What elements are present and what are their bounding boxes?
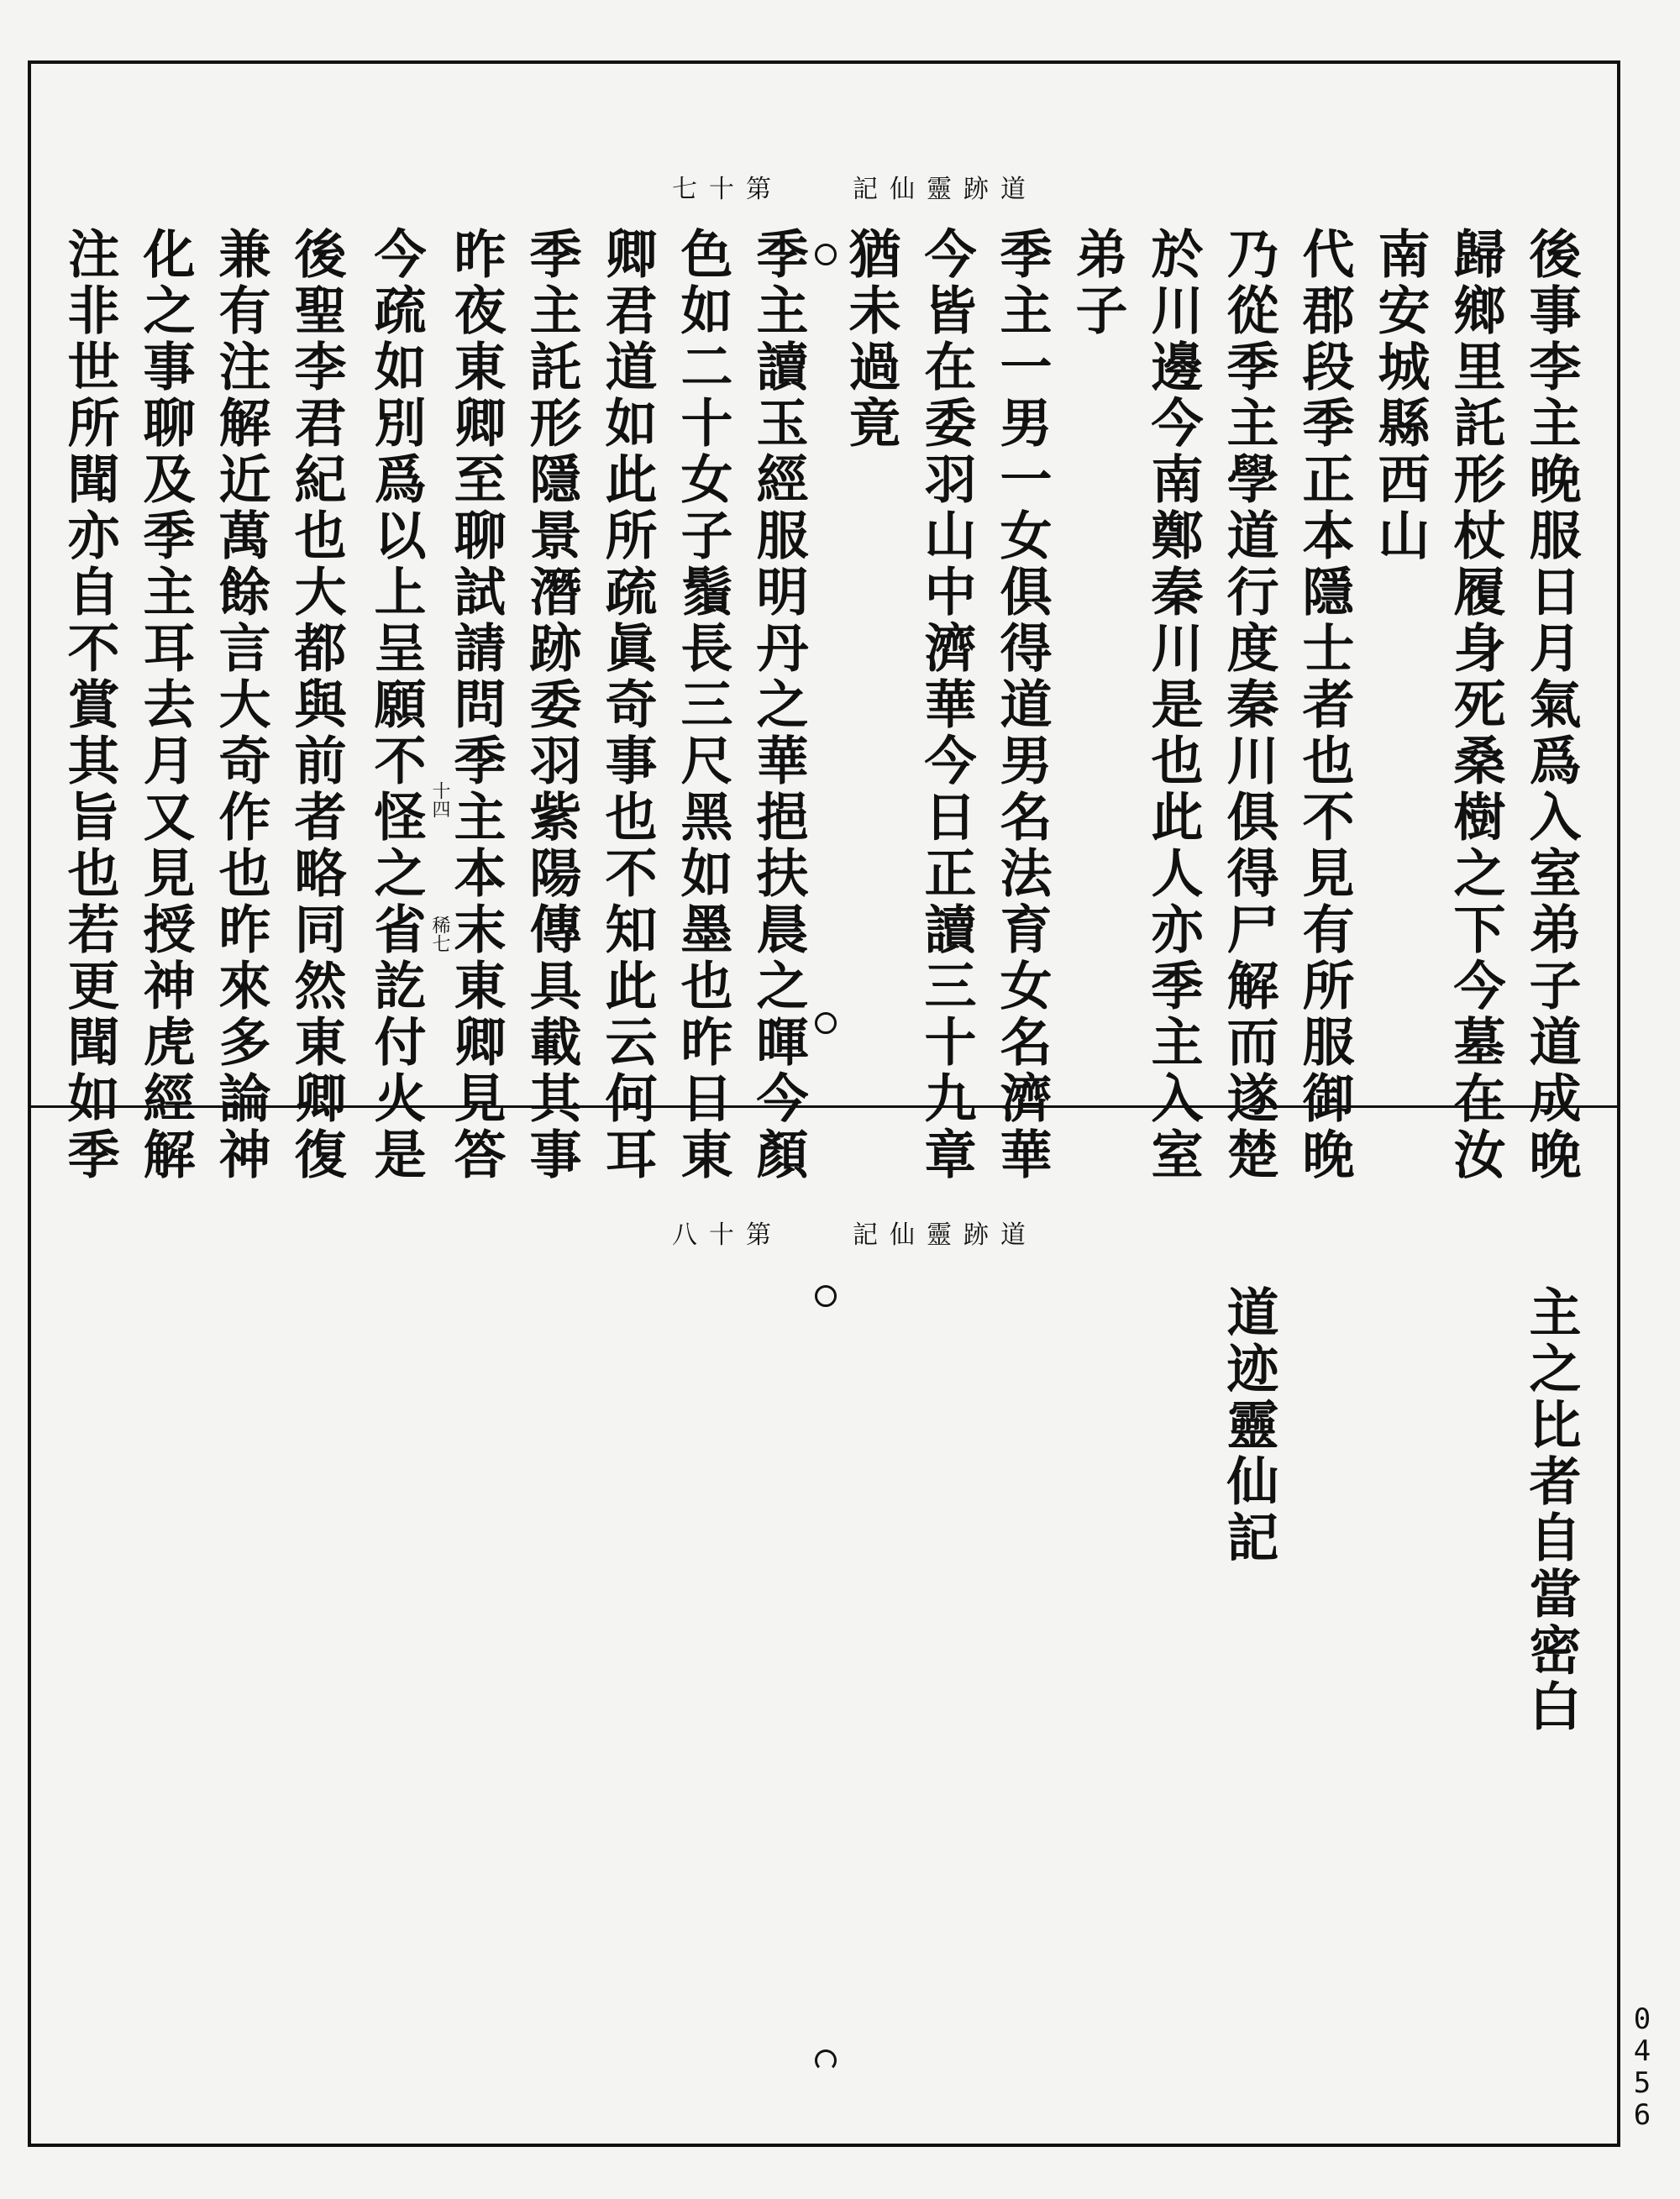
- top-col-10: 猶未過竟: [840, 227, 901, 452]
- marginal-note: 十四: [429, 781, 450, 818]
- bottom-col-2: 道迹靈仙記: [1218, 1285, 1279, 1567]
- marker-circle: [815, 2049, 837, 2071]
- top-header-title: 記仙靈跡道: [853, 175, 1037, 204]
- top-col-16: 今疏如別爲以上呈願不怪之省訖付火是: [365, 227, 427, 1183]
- top-col-14: 季主託形隱景潛跡委羽紫陽傳具載其事: [521, 227, 582, 1183]
- page-number: 0456: [1633, 2002, 1651, 2132]
- top-col-5: 乃從季主學道行度秦川俱得尸解而遂楚: [1218, 227, 1279, 1183]
- top-col-6: 於川邊今南鄭秦川是也此人亦季主入室: [1142, 227, 1204, 1183]
- top-col-9: 今皆在委羽山中濟華今日正讀三十九章: [916, 227, 977, 1183]
- bottom-header-title: 記仙靈跡道: [853, 1220, 1037, 1250]
- top-col-7: 弟子: [1067, 227, 1128, 339]
- top-col-19: 化之事聊及季主耳去月又見授神虎經解: [134, 227, 196, 1183]
- marginal-note: 稀七: [429, 916, 450, 953]
- top-col-1: 後事李主晚服日月氣爲入室弟子道成晚: [1520, 227, 1582, 1183]
- bottom-header-page: 八十第: [672, 1220, 783, 1250]
- top-col-18: 兼有注解近萬餘言大奇作也昨來多論神: [210, 227, 271, 1183]
- top-col-8: 季主一男一女俱得道男名法育女名濟華: [991, 227, 1053, 1183]
- top-col-20: 注非世所聞亦自不賞其旨也若更聞如季: [59, 227, 120, 1183]
- top-col-12: 色如二十女子鬚長三尺黑如墨也昨日東: [672, 227, 733, 1183]
- top-header-page: 七十第: [672, 175, 783, 204]
- marker-circle: [815, 1012, 837, 1034]
- marker-circle: [815, 1285, 837, 1307]
- top-col-3: 南安城縣西山: [1369, 227, 1431, 564]
- top-col-15: 昨夜東卿至聊試請問季主本末東卿見答: [445, 227, 507, 1183]
- top-col-4: 代郡段季正本隱士者也不見有所服御晚: [1294, 227, 1355, 1183]
- top-col-2: 歸鄉里託形杖履身死桑樹之下今墓在汝: [1445, 227, 1506, 1183]
- top-col-11: 季主讀玉經服明丹之華挹扶晨之暉今顏: [748, 227, 809, 1183]
- marker-circle: [815, 244, 837, 265]
- bottom-col-1: 主之比者自當密白: [1520, 1285, 1582, 1735]
- top-col-17: 後聖李君紀也大都與前者略同然東卿復: [286, 227, 347, 1183]
- top-col-13: 卿君道如此所疏眞奇事也不知此云何耳: [596, 227, 658, 1183]
